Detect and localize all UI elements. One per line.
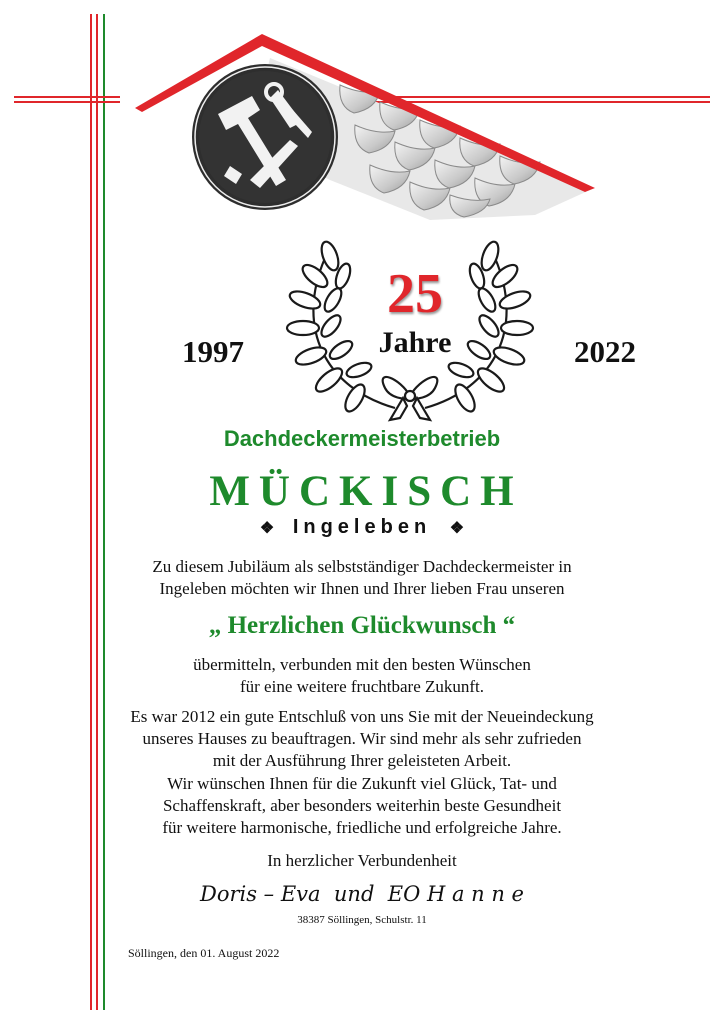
text-line: Zu diesem Jubiläum als selbstständiger Dachdeckermeister in: [152, 557, 572, 576]
year-start: 1997: [182, 334, 244, 369]
text-line: für eine weitere fruchtbare Zukunft.: [239, 677, 485, 696]
greeting: „ Herzlichen Glückwunsch “: [208, 612, 516, 639]
red-horizontal-line: [14, 101, 120, 103]
text-line: Ingeleben möchten wir Ihnen und Ihrer lieben Frau unseren: [159, 579, 565, 598]
paragraph-2: [0, 706, 724, 772]
text-line: für weitere harmonische, friedliche und erfolgreiche Jahre.: [162, 818, 562, 837]
text-line: Wir wünschen Ihnen für die Zukunft viel Glück, Tat- und: [167, 774, 557, 793]
place-date: Söllingen, den 01. August 2022: [128, 946, 280, 960]
jubilee-word: Jahre: [378, 326, 452, 359]
intro-text: [0, 556, 724, 600]
text-line: Es war 2012 ein gute Entschluß von uns Sie mit der Neueindeckung: [130, 707, 594, 726]
roofer-guild-emblem-icon: [190, 62, 340, 212]
text-line: mit der Ausführung Ihrer geleisteten Arbeit.: [212, 751, 512, 770]
text-line: unseres Hauses zu beauftragen. Wir sind mehr als sehr zufrieden: [142, 729, 582, 748]
signature-names: Doris – Eva und EO H a n n e: [199, 882, 524, 906]
closing: In herzlicher Verbundenheit: [267, 851, 457, 870]
text-line: Schaffenskraft, aber besonders weiterhin beste Gesundheit: [162, 796, 562, 815]
paragraph-3: [0, 773, 724, 839]
ornament-icon: ❖: [259, 520, 275, 537]
company-town-line: [0, 516, 724, 539]
company-town: Ingeleben: [292, 516, 432, 538]
year-end: 2022: [574, 334, 636, 369]
company-name: MÜCKISCH: [209, 468, 523, 515]
text-line: übermitteln, verbunden mit den besten Wünschen: [193, 655, 531, 674]
paragraph-1: [0, 654, 724, 698]
jubilee-number: 25: [387, 263, 443, 325]
red-horizontal-line: [14, 96, 120, 98]
signature-address: 38387 Söllingen, Schulstr. 11: [297, 914, 427, 926]
ornament-icon: ❖: [449, 520, 465, 537]
company-type: Dachdeckermeisterbetrieb: [223, 426, 501, 451]
